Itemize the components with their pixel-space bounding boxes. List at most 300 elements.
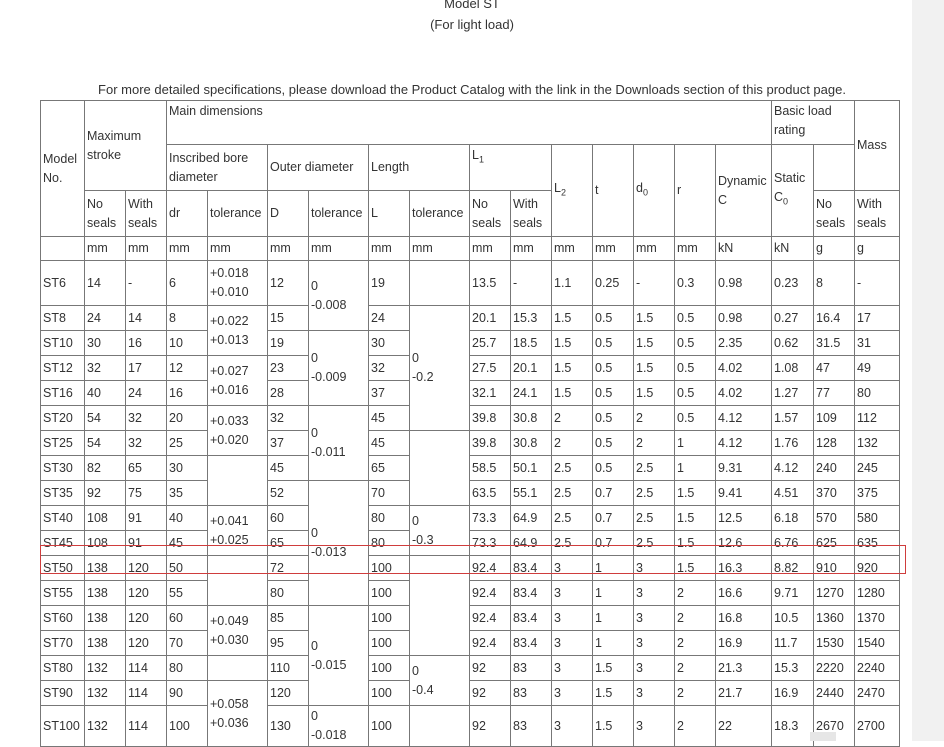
- cell-r: 0.5: [675, 331, 716, 356]
- cell-outer-d: 120: [268, 681, 309, 706]
- cell-outer-tolerance-upper: 0: [311, 709, 318, 723]
- cell-outer-tolerance-lower: -0.008: [311, 297, 347, 312]
- cell-r: 2: [675, 606, 716, 631]
- cell-l2: 1.5: [552, 331, 593, 356]
- table-row: [41, 406, 900, 431]
- table-row: [41, 706, 900, 747]
- cell-mass-no-seals: 128: [814, 431, 855, 456]
- cell-length-tolerance-lower: -0.3: [412, 532, 434, 547]
- cell-l2: 3: [552, 681, 593, 706]
- cell-dynamic-c: 0.98: [716, 306, 772, 331]
- cell-dynamic-c: 16.8: [716, 606, 772, 631]
- table-row: [41, 456, 900, 481]
- cell-r: 0.3: [675, 261, 716, 306]
- cell-t: 0.5: [593, 456, 634, 481]
- cell-d0: 1.5: [634, 306, 675, 331]
- cell-l1-no-seals: 92: [470, 706, 511, 747]
- cell-outer-d: 60: [268, 506, 309, 531]
- cell-d0: 3: [634, 681, 675, 706]
- unit-l1-no: mm: [470, 237, 511, 261]
- cell-bore-tolerance: [208, 356, 268, 406]
- cell-mass-with-seals: 375: [855, 481, 900, 506]
- cell-mass-with-seals: 112: [855, 406, 900, 431]
- cell-r: 1.5: [675, 506, 716, 531]
- cell-stroke-no-seals: 108: [85, 531, 126, 556]
- cell-l1-no-seals: 92: [470, 681, 511, 706]
- cell-length: 100: [369, 656, 410, 681]
- cell-outer-tolerance: [309, 406, 369, 481]
- cell-stroke-with-seals: 14: [126, 306, 167, 331]
- vertical-scrollbar[interactable]: [912, 0, 944, 741]
- cell-d0: 1.5: [634, 356, 675, 381]
- cell-length: 19: [369, 261, 410, 306]
- cell-l2: 1.1: [552, 261, 593, 306]
- cell-mass-with-seals: 635: [855, 531, 900, 556]
- specifications-table: [40, 100, 900, 747]
- cell-outer-d: 15: [268, 306, 309, 331]
- cell-stroke-with-seals: 120: [126, 556, 167, 581]
- cell-dr: 100: [167, 706, 208, 747]
- cell-bore-tolerance-lower: +0.010: [210, 285, 249, 299]
- cell-model: ST6: [41, 261, 85, 306]
- cell-l2: 2.5: [552, 506, 593, 531]
- cell-l1-no-seals: 92.4: [470, 581, 511, 606]
- cell-dynamic-c: 4.02: [716, 381, 772, 406]
- cell-length-tolerance-lower: -0.2: [412, 370, 434, 384]
- cell-dynamic-c: 22: [716, 706, 772, 747]
- cell-static-c0: 4.51: [772, 481, 814, 506]
- cell-l2: 1.5: [552, 306, 593, 331]
- cell-bore-tolerance-upper: +0.027: [210, 363, 249, 378]
- cell-outer-d: 19: [268, 331, 309, 356]
- cell-l1-no-seals: 39.8: [470, 406, 511, 431]
- cell-outer-tolerance-lower: -0.018: [311, 728, 347, 742]
- cell-t: 1: [593, 581, 634, 606]
- cell-outer-d: 85: [268, 606, 309, 631]
- header-dr-tolerance: tolerance: [208, 191, 268, 237]
- header-l1-with-seals: With seals: [511, 191, 552, 237]
- unit-mass-no: g: [814, 237, 855, 261]
- cell-mass-no-seals: 370: [814, 481, 855, 506]
- table-row: [41, 556, 900, 581]
- cell-static-c0: 6.18: [772, 506, 814, 531]
- cell-l1-with-seals: 83: [511, 681, 552, 706]
- table-row: [41, 431, 900, 456]
- cell-stroke-no-seals: 138: [85, 631, 126, 656]
- cell-mass-no-seals: 47: [814, 356, 855, 381]
- cell-dr: 40: [167, 506, 208, 531]
- cell-dynamic-c: 16.6: [716, 581, 772, 606]
- cell-outer-tolerance: [309, 481, 369, 606]
- cell-d0: 2: [634, 406, 675, 431]
- cell-mass-with-seals: 17: [855, 306, 900, 331]
- cell-l1-with-seals: 64.9: [511, 506, 552, 531]
- cell-static-c0: 1.08: [772, 356, 814, 381]
- cell-outer-d: 65: [268, 531, 309, 556]
- cell-stroke-no-seals: 30: [85, 331, 126, 356]
- cell-outer-tolerance: [309, 706, 369, 747]
- header-inscribed-bore: Inscribed bore diameter: [167, 145, 268, 191]
- cell-outer-d: 23: [268, 356, 309, 381]
- cell-model: ST20: [41, 406, 85, 431]
- unit-l1-with: mm: [511, 237, 552, 261]
- cell-model: ST40: [41, 506, 85, 531]
- cell-dynamic-c: 9.41: [716, 481, 772, 506]
- cell-t: 0.7: [593, 531, 634, 556]
- cell-outer-tolerance: [309, 606, 369, 706]
- cell-stroke-no-seals: 132: [85, 656, 126, 681]
- cell-r: 0.5: [675, 356, 716, 381]
- cell-outer-tolerance-upper: 0: [311, 278, 318, 293]
- cell-static-c0: 4.12: [772, 456, 814, 481]
- cell-mass-no-seals: 1360: [814, 606, 855, 631]
- table-row: [41, 606, 900, 631]
- cell-dr: 6: [167, 261, 208, 306]
- cell-t: 0.5: [593, 356, 634, 381]
- cell-bore-tolerance-lower: +0.013: [210, 332, 249, 347]
- cell-bore-tolerance-upper: +0.058: [210, 696, 249, 711]
- header-model-no: Model No.: [41, 101, 85, 237]
- cell-length-tolerance-empty: [410, 706, 470, 747]
- cell-mass-with-seals: 2700: [855, 706, 900, 747]
- cell-mass-no-seals: 625: [814, 531, 855, 556]
- cell-stroke-no-seals: 108: [85, 506, 126, 531]
- cell-outer-d: 52: [268, 481, 309, 506]
- cell-t: 0.5: [593, 381, 634, 406]
- cell-mass-with-seals: 80: [855, 381, 900, 406]
- cell-t: 0.5: [593, 306, 634, 331]
- cell-mass-no-seals: 16.4: [814, 306, 855, 331]
- cell-dr: 90: [167, 681, 208, 706]
- cell-r: 2: [675, 706, 716, 747]
- unit-r: mm: [675, 237, 716, 261]
- table-row: [41, 531, 900, 556]
- cell-static-c0: 9.71: [772, 581, 814, 606]
- cell-stroke-no-seals: 14: [85, 261, 126, 306]
- unit-dyn: kN: [716, 237, 772, 261]
- cell-outer-d: 110: [268, 656, 309, 681]
- cell-r: 0.5: [675, 406, 716, 431]
- cell-r: 1: [675, 431, 716, 456]
- cell-l2: 2: [552, 406, 593, 431]
- cell-bore-tolerance-upper: +0.041: [210, 513, 249, 528]
- cell-length-tolerance: [410, 656, 470, 706]
- cell-static-c0: 0.23: [772, 261, 814, 306]
- cell-l1-no-seals: 92.4: [470, 606, 511, 631]
- header-outer-d: D: [268, 191, 309, 237]
- cell-stroke-with-seals: 120: [126, 631, 167, 656]
- cell-outer-d: 32: [268, 406, 309, 431]
- cell-outer-tolerance-upper: 0: [311, 526, 318, 540]
- cell-l2: 2.5: [552, 531, 593, 556]
- cell-length: 100: [369, 581, 410, 606]
- cell-outer-d: 72: [268, 556, 309, 581]
- cell-stroke-with-seals: 114: [126, 656, 167, 681]
- cell-d0: 3: [634, 656, 675, 681]
- cell-static-c0: 6.76: [772, 531, 814, 556]
- cell-stroke-with-seals: 65: [126, 456, 167, 481]
- cell-stroke-no-seals: 24: [85, 306, 126, 331]
- cell-l1-with-seals: 30.8: [511, 431, 552, 456]
- cell-l1-with-seals: 83.4: [511, 606, 552, 631]
- cell-dynamic-c: 21.3: [716, 656, 772, 681]
- table-row: [41, 656, 900, 681]
- cell-l2: 3: [552, 631, 593, 656]
- cell-mass-no-seals: 240: [814, 456, 855, 481]
- cell-model: ST100: [41, 706, 85, 747]
- unit-stat: kN: [772, 237, 814, 261]
- unit-model: [41, 237, 85, 261]
- cell-static-c0: 16.9: [772, 681, 814, 706]
- cell-mass-no-seals: 109: [814, 406, 855, 431]
- header-dynamic-c: Dynamic C: [716, 145, 772, 237]
- cell-d0: 3: [634, 556, 675, 581]
- cell-mass-no-seals: 910: [814, 556, 855, 581]
- cell-mass-no-seals: 77: [814, 381, 855, 406]
- cell-outer-tolerance-upper: 0: [311, 426, 318, 440]
- cell-l2: 1.5: [552, 356, 593, 381]
- cell-l1-no-seals: 92.4: [470, 556, 511, 581]
- cell-outer-d: 28: [268, 381, 309, 406]
- catalog-note: For more detailed specifications, please download the Product Catalog with the link in the Downloads section of this product page.: [98, 82, 846, 97]
- cell-d0: 2.5: [634, 481, 675, 506]
- cell-dr: 30: [167, 456, 208, 481]
- cell-outer-d: 130: [268, 706, 309, 747]
- cell-dynamic-c: 16.9: [716, 631, 772, 656]
- cell-l1-no-seals: 73.3: [470, 506, 511, 531]
- cell-l1-with-seals: 83: [511, 706, 552, 747]
- cell-bore-tolerance-upper: +0.018: [210, 266, 249, 280]
- unit-D-tol: mm: [309, 237, 369, 261]
- cell-t: 1: [593, 606, 634, 631]
- cell-dr: 12: [167, 356, 208, 381]
- cell-model: ST50: [41, 556, 85, 581]
- cell-stroke-with-seals: 24: [126, 381, 167, 406]
- table-row: [41, 331, 900, 356]
- cell-l1-no-seals: 58.5: [470, 456, 511, 481]
- cell-length: 80: [369, 531, 410, 556]
- cell-stroke-with-seals: 32: [126, 431, 167, 456]
- unit-dr-tol: mm: [208, 237, 268, 261]
- cell-l2: 2.5: [552, 481, 593, 506]
- cell-model: ST10: [41, 331, 85, 356]
- cell-length: 45: [369, 406, 410, 431]
- cell-l1-with-seals: 30.8: [511, 406, 552, 431]
- cell-stroke-no-seals: 132: [85, 706, 126, 747]
- cell-t: 0.7: [593, 506, 634, 531]
- unit-L: mm: [369, 237, 410, 261]
- cell-bore-tolerance-lower: +0.025: [210, 532, 249, 547]
- cell-dr: 60: [167, 606, 208, 631]
- cell-d0: 3: [634, 706, 675, 747]
- cell-r: 1.5: [675, 481, 716, 506]
- cell-stroke-no-seals: 138: [85, 556, 126, 581]
- header-d0: $d_0$: [634, 145, 675, 237]
- cell-dr: 70: [167, 631, 208, 656]
- cell-mass-no-seals: 8: [814, 261, 855, 306]
- cell-bore-tolerance-upper: +0.022: [210, 313, 249, 328]
- cell-dynamic-c: 4.12: [716, 406, 772, 431]
- cell-mass-with-seals: 580: [855, 506, 900, 531]
- cell-stroke-with-seals: -: [126, 261, 167, 306]
- cell-static-c0: 18.3: [772, 706, 814, 747]
- cell-mass-no-seals: 2670: [814, 706, 855, 747]
- model-title: Model ST: [444, 0, 500, 11]
- cell-length-tolerance-upper: 0: [412, 663, 419, 678]
- cell-length: 32: [369, 356, 410, 381]
- cell-length: 37: [369, 381, 410, 406]
- cell-stroke-with-seals: 91: [126, 506, 167, 531]
- cell-stroke-with-seals: 91: [126, 531, 167, 556]
- cell-dynamic-c: 4.12: [716, 431, 772, 456]
- cell-stroke-no-seals: 82: [85, 456, 126, 481]
- cell-dr: 10: [167, 331, 208, 356]
- cell-l2: 3: [552, 706, 593, 747]
- cell-dynamic-c: 9.31: [716, 456, 772, 481]
- cell-dr: 16: [167, 381, 208, 406]
- cell-l1-no-seals: 73.3: [470, 531, 511, 556]
- cell-mass-with-seals: 1370: [855, 606, 900, 631]
- cell-stroke-no-seals: 138: [85, 581, 126, 606]
- header-mass-with-seals: With seals: [855, 191, 900, 237]
- cell-stroke-with-seals: 17: [126, 356, 167, 381]
- cell-length: 24: [369, 306, 410, 331]
- unit-D: mm: [268, 237, 309, 261]
- cell-mass-with-seals: 49: [855, 356, 900, 381]
- cell-static-c0: 1.76: [772, 431, 814, 456]
- header-mass-no-seals: No seals: [814, 191, 855, 237]
- cell-l2: 3: [552, 581, 593, 606]
- cell-mass-with-seals: 2240: [855, 656, 900, 681]
- header-mass: Mass: [855, 101, 900, 191]
- cell-d0: 1.5: [634, 331, 675, 356]
- cell-d0: 3: [634, 606, 675, 631]
- cell-r: 1: [675, 456, 716, 481]
- cell-length: 100: [369, 606, 410, 631]
- cell-d0: 2: [634, 431, 675, 456]
- unit-d0: mm: [634, 237, 675, 261]
- cell-bore-tolerance-upper: +0.033: [210, 413, 249, 428]
- cell-l1-no-seals: 32.1: [470, 381, 511, 406]
- cell-l1-with-seals: 20.1: [511, 356, 552, 381]
- cell-l1-no-seals: 25.7: [470, 331, 511, 356]
- scroll-corner: [810, 732, 836, 741]
- cell-t: 0.5: [593, 431, 634, 456]
- cell-r: 1.5: [675, 556, 716, 581]
- cell-bore-tolerance-upper: +0.049: [210, 613, 249, 628]
- cell-bore-tolerance-empty: [208, 456, 268, 506]
- cell-t: 1: [593, 556, 634, 581]
- cell-l1-no-seals: 13.5: [470, 261, 511, 306]
- cell-model: ST45: [41, 531, 85, 556]
- header-stroke-with-seals: With seals: [126, 191, 167, 237]
- cell-stroke-with-seals: 32: [126, 406, 167, 431]
- cell-dynamic-c: 12.6: [716, 531, 772, 556]
- cell-stroke-no-seals: 132: [85, 681, 126, 706]
- cell-l1-with-seals: 83: [511, 656, 552, 681]
- cell-l2: 3: [552, 556, 593, 581]
- cell-length: 100: [369, 681, 410, 706]
- cell-mass-no-seals: 1530: [814, 631, 855, 656]
- cell-mass-with-seals: 1280: [855, 581, 900, 606]
- cell-dr: 25: [167, 431, 208, 456]
- unit-t: mm: [593, 237, 634, 261]
- cell-mass-no-seals: 1270: [814, 581, 855, 606]
- cell-l1-with-seals: 83.4: [511, 581, 552, 606]
- cell-dynamic-c: 16.3: [716, 556, 772, 581]
- cell-bore-tolerance: [208, 606, 268, 656]
- cell-static-c0: 1.27: [772, 381, 814, 406]
- cell-t: 1.5: [593, 656, 634, 681]
- cell-d0: 2.5: [634, 506, 675, 531]
- cell-stroke-no-seals: 32: [85, 356, 126, 381]
- unit-stroke-no: mm: [85, 237, 126, 261]
- cell-dr: 35: [167, 481, 208, 506]
- header-l1: $L_1$: [470, 145, 552, 191]
- cell-bore-tolerance-lower: +0.020: [210, 432, 249, 447]
- cell-dynamic-c: 0.98: [716, 261, 772, 306]
- cell-mass-no-seals: 2220: [814, 656, 855, 681]
- header-t: t: [593, 145, 634, 237]
- cell-l1-with-seals: 83.4: [511, 631, 552, 656]
- cell-outer-d: 37: [268, 431, 309, 456]
- cell-r: 2: [675, 656, 716, 681]
- cell-outer-d: 95: [268, 631, 309, 656]
- cell-bore-tolerance-lower: +0.016: [210, 382, 249, 397]
- cell-l1-no-seals: 20.1: [470, 306, 511, 331]
- cell-length-tolerance-upper: 0: [412, 351, 419, 365]
- cell-r: 2: [675, 581, 716, 606]
- cell-l1-no-seals: 92.4: [470, 631, 511, 656]
- header-r: r: [675, 145, 716, 237]
- header-dr: dr: [167, 191, 208, 237]
- cell-mass-with-seals: 1540: [855, 631, 900, 656]
- cell-stroke-with-seals: 16: [126, 331, 167, 356]
- cell-outer-tolerance: [309, 331, 369, 406]
- cell-static-c0: 1.57: [772, 406, 814, 431]
- cell-mass-with-seals: 2470: [855, 681, 900, 706]
- cell-t: 0.5: [593, 406, 634, 431]
- cell-l2: 3: [552, 656, 593, 681]
- header-length-l: L: [369, 191, 410, 237]
- cell-r: 0.5: [675, 306, 716, 331]
- cell-stroke-no-seals: 138: [85, 606, 126, 631]
- cell-model: ST30: [41, 456, 85, 481]
- cell-static-c0: 15.3: [772, 656, 814, 681]
- cell-l2: 2: [552, 431, 593, 456]
- cell-stroke-no-seals: 54: [85, 431, 126, 456]
- cell-bore-tolerance-empty: [208, 556, 268, 606]
- cell-r: 0.5: [675, 381, 716, 406]
- cell-dr: 50: [167, 556, 208, 581]
- cell-dynamic-c: 12.5: [716, 506, 772, 531]
- cell-t: 0.5: [593, 331, 634, 356]
- cell-length-tolerance: [410, 506, 470, 556]
- cell-t: 0.7: [593, 481, 634, 506]
- cell-model: ST12: [41, 356, 85, 381]
- cell-dr: 8: [167, 306, 208, 331]
- cell-mass-no-seals: 570: [814, 506, 855, 531]
- cell-outer-d: 12: [268, 261, 309, 306]
- cell-model: ST25: [41, 431, 85, 456]
- cell-static-c0: 11.7: [772, 631, 814, 656]
- cell-length-tolerance: [410, 306, 470, 431]
- cell-outer-tolerance-upper: 0: [311, 351, 318, 365]
- cell-bore-tolerance: [208, 506, 268, 556]
- cell-dr: 45: [167, 531, 208, 556]
- header-length: Length: [369, 145, 470, 191]
- cell-static-c0: 0.27: [772, 306, 814, 331]
